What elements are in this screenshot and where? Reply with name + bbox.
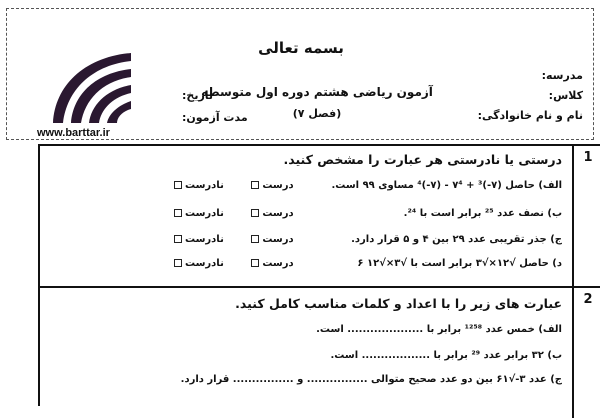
true-option[interactable]: درست (251, 234, 293, 245)
duration-field-label: مدت آزمون: (182, 111, 248, 124)
question-prompt: عبارت های زیر را با اعداد و کلمات مناسب کامل کنید. (235, 296, 562, 311)
question-item: د) حاصل √۱۲×√۳ برابر است با √۳×√۱۲ ۶ (357, 258, 562, 269)
true-checkbox[interactable] (251, 209, 259, 217)
true-checkbox[interactable] (251, 235, 259, 243)
question-item: ج) عدد ۳-√۶۱ بین دو عدد صحیح متوالی ................ و ................ قرار دارد. (180, 374, 562, 385)
school-field-label: مدرسه: (541, 69, 583, 82)
question-prompt: درستی یا نادرستی هر عبارت را مشخص کنید. (283, 152, 562, 167)
site-url: www.barttar.ir (37, 127, 110, 139)
questions-table (38, 144, 600, 406)
answer-options (150, 208, 294, 219)
exam-title: آزمون ریاضی هشتم دوره اول متوسطه (201, 85, 433, 99)
question-number: 2 (572, 288, 600, 418)
question-item: الف) خمس عدد ¹²⁵⁸ برابر با .................... است. (316, 324, 562, 335)
false-checkbox[interactable] (174, 259, 182, 267)
exam-header (6, 8, 594, 140)
false-option[interactable]: نادرست (174, 234, 224, 245)
class-field-label: کلاس: (548, 89, 583, 102)
true-checkbox[interactable] (251, 259, 259, 267)
answer-options (150, 180, 294, 191)
question-item: ج) جذر تقریبی عدد ۲۹ بین ۴ و ۵ قرار دارد. (351, 234, 562, 245)
false-checkbox[interactable] (174, 235, 182, 243)
question-item: ب) ۳۲ برابر عدد ²⁹ برابر با .................. است. (330, 350, 562, 361)
question-row (40, 288, 600, 418)
true-option[interactable]: درست (251, 258, 293, 269)
name-field-label: نام و نام خانوادگی: (477, 109, 583, 122)
chapter-label: (فصل ۷) (292, 107, 342, 120)
question-item: ب) نصف عدد ²⁵ برابر است با ²⁴. (403, 208, 562, 219)
barttar-logo-icon (45, 45, 135, 125)
question-number: 1 (572, 146, 600, 286)
false-option[interactable]: نادرست (174, 258, 224, 269)
page-title: بسمه تعالی (258, 39, 344, 57)
question-row (40, 146, 600, 288)
answer-options (150, 258, 294, 269)
false-option[interactable]: نادرست (174, 208, 224, 219)
false-option[interactable]: نادرست (174, 180, 224, 191)
false-checkbox[interactable] (174, 181, 182, 189)
true-option[interactable]: درست (251, 208, 293, 219)
answer-options (150, 234, 294, 245)
date-field-label: تاریخ: (182, 89, 214, 102)
false-checkbox[interactable] (174, 209, 182, 217)
true-checkbox[interactable] (251, 181, 259, 189)
true-option[interactable]: درست (251, 180, 293, 191)
question-item: الف) حاصل (۷-)³ + ۷⁴ - (۷-)⁴ مساوی ۹۹ است. (331, 180, 562, 191)
